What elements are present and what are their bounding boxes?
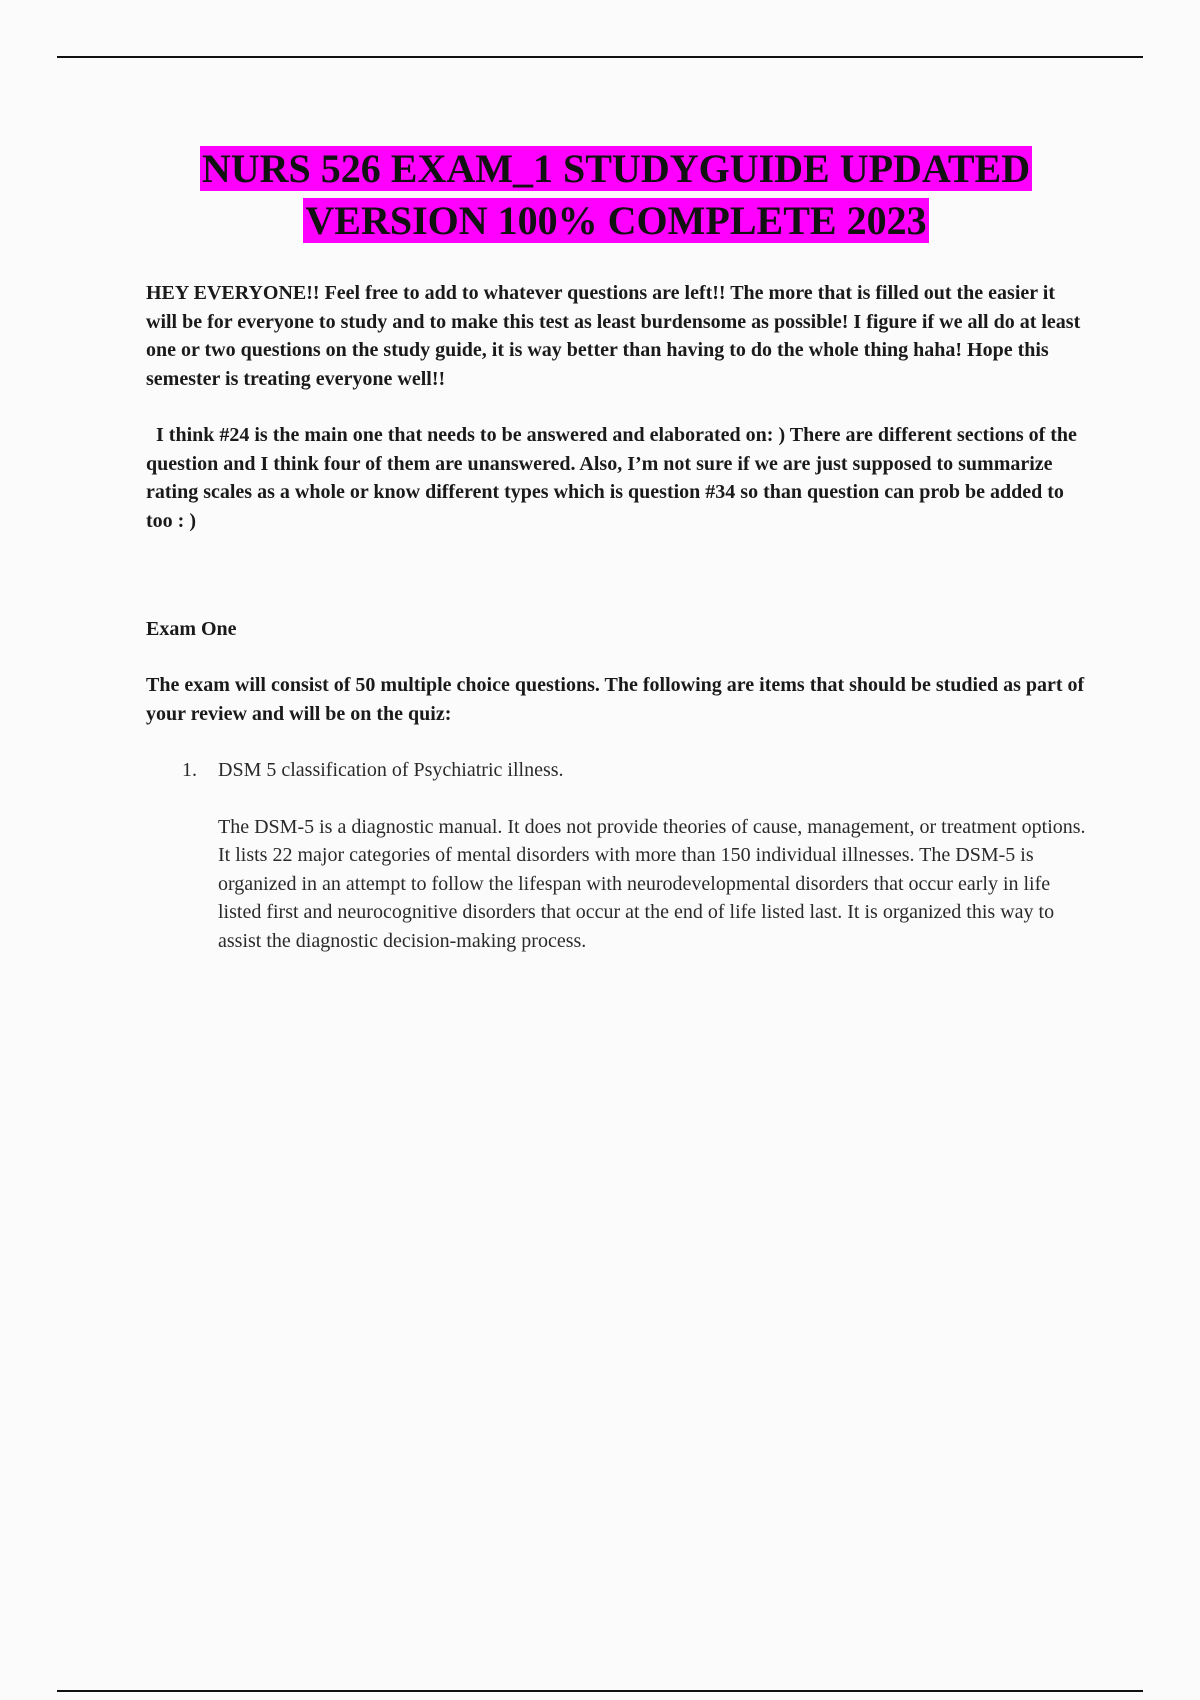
section-heading: Exam One — [146, 618, 237, 640]
question-title: DSM 5 classification of Psychiatric illness. — [218, 759, 564, 781]
bottom-rule — [57, 1690, 1143, 1692]
document-title — [146, 143, 1086, 247]
top-rule — [57, 56, 1143, 58]
question-number: 1. — [182, 759, 197, 781]
title-line-2: VERSION 100% COMPLETE 2023 — [305, 198, 927, 243]
title-line-1: NURS 526 EXAM_1 STUDYGUIDE UPDATED — [201, 146, 1031, 191]
question-item — [146, 756, 1086, 955]
intro-paragraph-1: HEY EVERYONE!! Feel free to add to whatever questions are left!! The more that is filled out the easier it will be for everyone to study and to make this test as least burdensome as possible! I figure if we all do at least one or two questions on the study guide, it is way better than having to do the whole thing haha! Hope this semester is treating everyone well!! — [146, 282, 1081, 390]
document-page — [146, 143, 1086, 955]
intro-paragraph-2: I think #24 is the main one that needs to be answered and elaborated on: ) There are different sections of the question and I think four of them are unanswered. Also, I’m not sure if we are just supposed to summarize rating scales as a whole or know different types which is question #34 so than question can prob be added to too : ) — [146, 424, 1077, 532]
question-list — [146, 756, 1086, 955]
question-answer: The DSM-5 is a diagnostic manual. It does not provide theories of cause, management, or treatment options. It lists 22 major categories of mental disorders with more than 150 individual illnesses. The DSM-5 is organized in an attempt to follow the lifespan with neurodevelopmental disorders that occur early in life listed first and neurocognitive disorders that occur at the end of life listed last. It is organized this way to assist the diagnostic decision-making process. — [218, 815, 1086, 952]
exam-description: The exam will consist of 50 multiple choice questions. The following are items that should be studied as part of your review and will be on the quiz: — [146, 674, 1085, 725]
